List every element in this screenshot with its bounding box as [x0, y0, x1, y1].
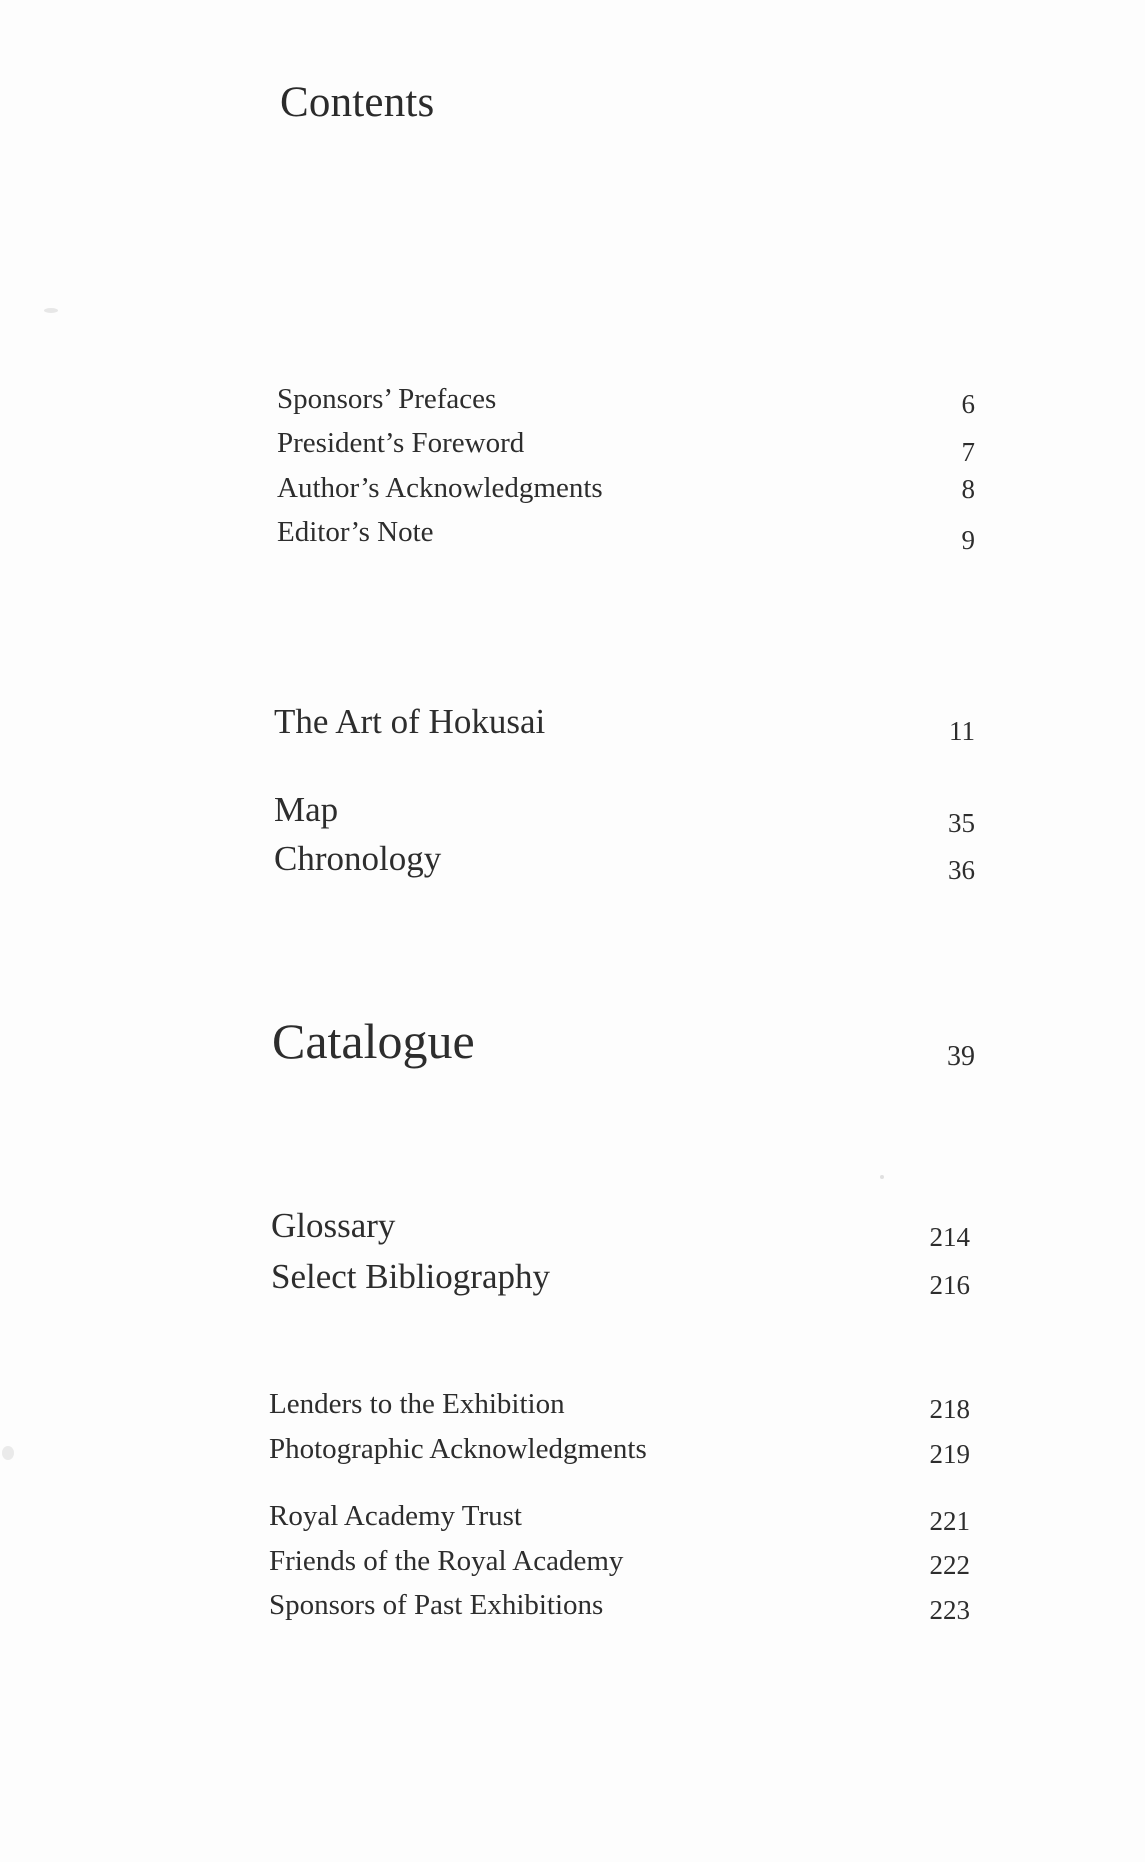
toc-entry-royal-academy-trust[interactable]: [0, 1500, 1145, 1536]
toc-entry-page: 7: [961, 437, 975, 467]
toc-entry-catalogue[interactable]: [0, 1012, 1145, 1072]
toc-entry-label: Author’s Acknowledgments: [277, 472, 603, 504]
toc-entry-page: 8: [961, 474, 975, 504]
toc-entry-art-of-hokusai[interactable]: [0, 702, 1145, 746]
toc-entry-label: President’s Foreword: [277, 427, 525, 459]
scan-speck: [880, 1175, 884, 1179]
toc-entry-page: 219: [929, 1439, 970, 1469]
toc-entry-label: Sponsors’ Prefaces: [277, 383, 497, 415]
toc-entry-page: 221: [929, 1506, 970, 1536]
toc-entry-page: 39: [947, 1041, 975, 1072]
toc-entry-page: 35: [948, 808, 975, 838]
toc-entry-page: 36: [948, 855, 975, 885]
toc-entry-label: Catalogue: [272, 1013, 475, 1069]
toc-entry-page: 6: [961, 389, 975, 419]
toc-entry-label: Chronology: [274, 839, 442, 878]
toc-entry-sponsors-prefaces[interactable]: [0, 383, 1145, 419]
toc-entry-label: The Art of Hokusai: [274, 702, 546, 741]
toc-entry-page: 216: [929, 1270, 970, 1300]
toc-entry-page: 214: [929, 1222, 970, 1252]
toc-entry-label: Royal Academy Trust: [269, 1500, 522, 1532]
toc-entry-lenders[interactable]: [0, 1388, 1145, 1424]
toc-entry-label: Map: [274, 790, 339, 829]
toc-entry-select-bibliography[interactable]: [0, 1257, 1145, 1300]
toc-entry-glossary[interactable]: [0, 1206, 1145, 1252]
toc-entry-page: 218: [929, 1394, 970, 1424]
page-title: Contents: [280, 79, 435, 126]
toc-entry-label: Editor’s Note: [277, 516, 434, 548]
toc-entry-sponsors-past-exhibitions[interactable]: [0, 1589, 1145, 1625]
scan-speck: [2, 1446, 14, 1460]
toc-entry-label: Photographic Acknowledgments: [269, 1433, 647, 1465]
toc-entry-presidents-foreword[interactable]: [0, 427, 1145, 467]
toc-entry-page: 222: [929, 1550, 970, 1580]
toc-entry-label: Friends of the Royal Academy: [269, 1545, 624, 1577]
toc-entry-friends-royal-academy[interactable]: [0, 1545, 1145, 1580]
toc-entry-editors-note[interactable]: [0, 516, 1145, 555]
scan-speck: [44, 308, 58, 313]
toc-entry-page: 11: [949, 716, 975, 746]
toc-entry-page: 223: [929, 1595, 970, 1625]
toc-entry-label: Glossary: [271, 1206, 396, 1245]
toc-entry-label: Sponsors of Past Exhibitions: [269, 1589, 604, 1621]
toc-entry-label: Lenders to the Exhibition: [269, 1388, 565, 1420]
toc-entry-label: Select Bibliography: [271, 1257, 550, 1296]
toc-entry-map[interactable]: [0, 790, 1145, 838]
toc-entry-photographic-acknowledgments[interactable]: [0, 1433, 1145, 1469]
toc-entry-chronology[interactable]: [0, 839, 1145, 885]
toc-entry-page: 9: [961, 525, 975, 555]
toc-entry-authors-acknowledgments[interactable]: [0, 472, 1145, 504]
